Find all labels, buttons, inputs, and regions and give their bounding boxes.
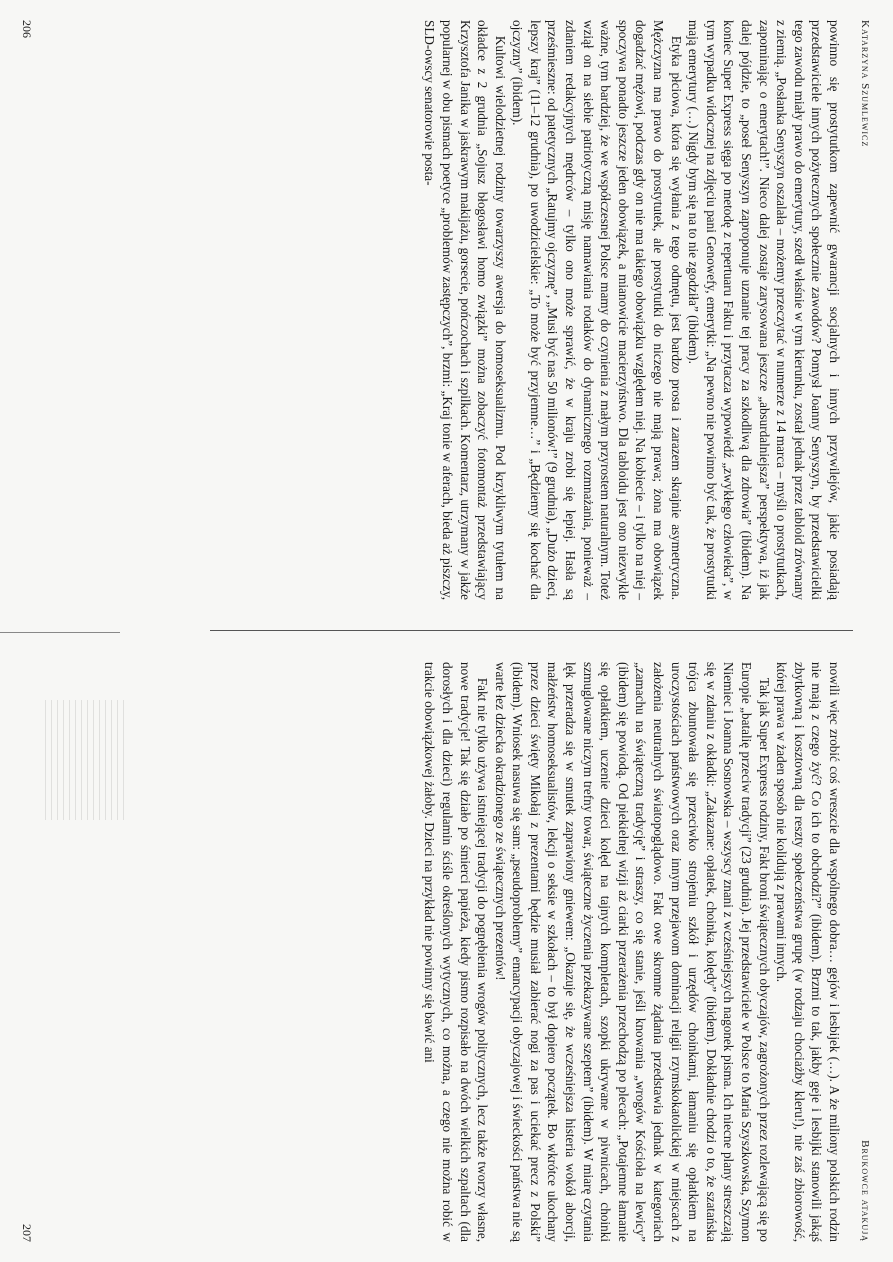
page-divider-fragment — [0, 632, 120, 633]
paragraph: Etyka płciowa, która się wyłania z tego odmętu, jest bardzo prosta i zarazem skrajnie asymetryczna. Mężczyzna ma prawo do prostytutek, ale prostytutki do niczego nie mają prawa; żona ma obowiązek dogadzać mężowi, podczas gdy on nie ma takiego obowiązku względem niej. Na kobiecie – i tylko na niej – spoczywa ponadto jeszcze jeden obowiązek, a mianowicie macierzyństwo. Dla tabloidu jest ono niezwykle ważne, tym bardziej, że we współczesnej Polsce mamy do czynienia z małym przyrostem naturalnym. Toteż wziął on na siebie patriotyczną misję namawiania rodaków do dynamicznego rozmnażania, ponieważ – zdaniem redakcyjnych mędrców – tylko ono może sprawić, że w kraju zrobi się lepiej. Hasła są prześmieszne: od patetycznych „Ratujmy ojczyznę”, „Musi być nas 50 milionów!” (9 grudnia), „Dużo dzieci, lepszy kraj” (11–12 grudnia), po uwodzicielskie: „To może być przyjemne…” i „Będziemy się kochać dla ojczyzny” (ibidem). — [509, 20, 684, 600]
left-page-text — [41, 20, 843, 600]
page-divider — [210, 630, 853, 631]
page-number: 207 — [19, 1224, 34, 1242]
right-page-text — [41, 662, 843, 1242]
paragraph: Kultowi wielodzietnej rodziny towarzyszy awersja do homoseksualizmu. Pod krzykliwym tytułem na okładce z 2 grudnia „Sojusz błogosławi homo związki” można zobaczyć fotomontaż przedstawiający Krzysztofa Janika w jaskrawym makijażu, gorsecie, pończochach i szpilkach. Komentarz, utrzymany w jakże popularnej w obu pismach poetyce „problemów zastępczych”, brzmi: „Kraj tonie w aferach, bieda aż piszczy, SLD-owscy senatorowie posta- — [421, 20, 508, 600]
running-head-title: Brukowce atakują — [858, 1140, 871, 1242]
paragraph: powinno się prostytutkom zapewnić gwarancji socjalnych i innych przywilejów, jakie posiadają przedstawiciele innych pożytecznych społecznie zawodów? Pomysł Joanny Senyszyn, by przedstawicielki tego zawodu miały prawo do emerytury, szedł właśnie w tym kierunku, został jednak przez tabloid zrównany z ziemią. „Posłanka Senyszyn oszalała – możemy przeczytać w numerze z 14 marca – myśli o prostytutkach, zapominając o emerytach!”. Nieco dalej zostaje zarysowana jeszcze „absurdalniejsza” perspektywa, iż jak dalej pójdzie, to „poseł Senyszyn zaproponuje uznanie tej pracy za szkodliwą dla zdrowia” (ibidem). Na koniec Super Express sięga po metodę z repertuaru Faktu i przytacza wypowiedź „zwykłego człowieka”, w tym wypadku widocznej na zdjęciu pani Genowefy, emerytki: „Na pewno nie powinno być tak, że prostytutki mają emerytury (…) Nigdy bym się na to nie zgodziła” (ibidem). — [685, 20, 842, 600]
right-page — [0, 642, 893, 1262]
left-page — [0, 0, 893, 620]
left-page-content — [17, 20, 877, 600]
running-head-author: Katarzyna Szumlewicz — [858, 20, 871, 148]
paragraph: nowili więc zrobić coś wreszcie dla wspólnego dobra… gejów i lesbijek (…). A że miliony polskich rodzin nie mają z czego żyć? Co ich to obchodzi?” (ibidem). Brzmi to tak, jakby geje i lesbijki stanowili jakąś zbytkowną i kosztowną dla reszty społeczeństwa grupę (w rodzaju chociażby kleru!), nie zaś zbiorowość, której prawa w żaden sposób nie kolidują z prawami innych. — [773, 662, 842, 1242]
right-page-content — [17, 662, 877, 1242]
page-number: 206 — [19, 20, 34, 38]
paragraph: Tak jak Super Express rodziny, Fakt broni świątecznych obyczajów, zagrożonych przez rozlewającą się po Europie „batalię przeciw tradycji” (23 grudnia). Jej przedstawiciele w Polsce to Maria Szyszkowska, Szymon Niemiec i Joanna Sosnowska – wszyscy znani z wcześniejszych nagonek pisma. Ich niecne plany streszczają się w zdaniu z okładki: „Zakazane: opłatek, choinka, kolędy” (ibidem). Dokładnie chodzi o to, że szatańska trójca zbuntowała się przeciwko strojeniu szkół i urzędów choinkami, łamaniu się opłatkiem na uroczystościach państwowych oraz innym przejawom dominacji religii rzymskokatolickiej w miejscach z założenia neutralnych światopoglądowo. Fakt owe skromne żądania przedstawia jednak w kategoriach „zamachu na świąteczną tradycję” i straszy, co się stanie, jeśli knowania „wrogów Kościoła na lewicy” (ibidem) się powiodą. Od piekielnej wizji aż ciarki przerażenia przechodzą po plecach: „Potajemne łamanie się opłatkiem, uczenie dzieci kolęd na tajnych kompletach, szopki ukrywane w piwnicach, choinki szmuglowane niczym trefny towar, świąteczne życzenia przekazywane szeptem” (ibidem). W miarę czytania lęk przeradza się w smutek zaprawiony gniewem: „Okazuje się, że wcześniejsza histeria wokół aborcji, małżeństw homoseksualistów, lekcji o seksie w szkołach – to był dopiero początek. Bo wkrótce ukochany przez dzieci święty Mikołaj z prezentami będzie musiał zabierać nogi za pas i uciekać precz z Polski” (ibidem). Wniosek nasuwa się sam: „pseudoproblemy” emancypacji obyczajowej i świeckości państwa nie są warte łez dziecka okradzionego ze świątecznych prezentów! — [492, 662, 772, 1242]
paragraph: Fakt nie tylko używa istniejącej tradycji do pognębienia wrogów politycznych, lecz także tworzy własne, nowe tradycje! Tak się działo po śmierci papieża, kiedy pismo rozpisało na dwóch wielkich szpaltach (dla dorosłych i dla dzieci) regulamin ściśle określonych wytycznych, co można, a czego nie można robić w trakcie obowiązkowej żałoby. Dzieci na przykład nie powinny się bawić ani — [421, 662, 490, 1242]
